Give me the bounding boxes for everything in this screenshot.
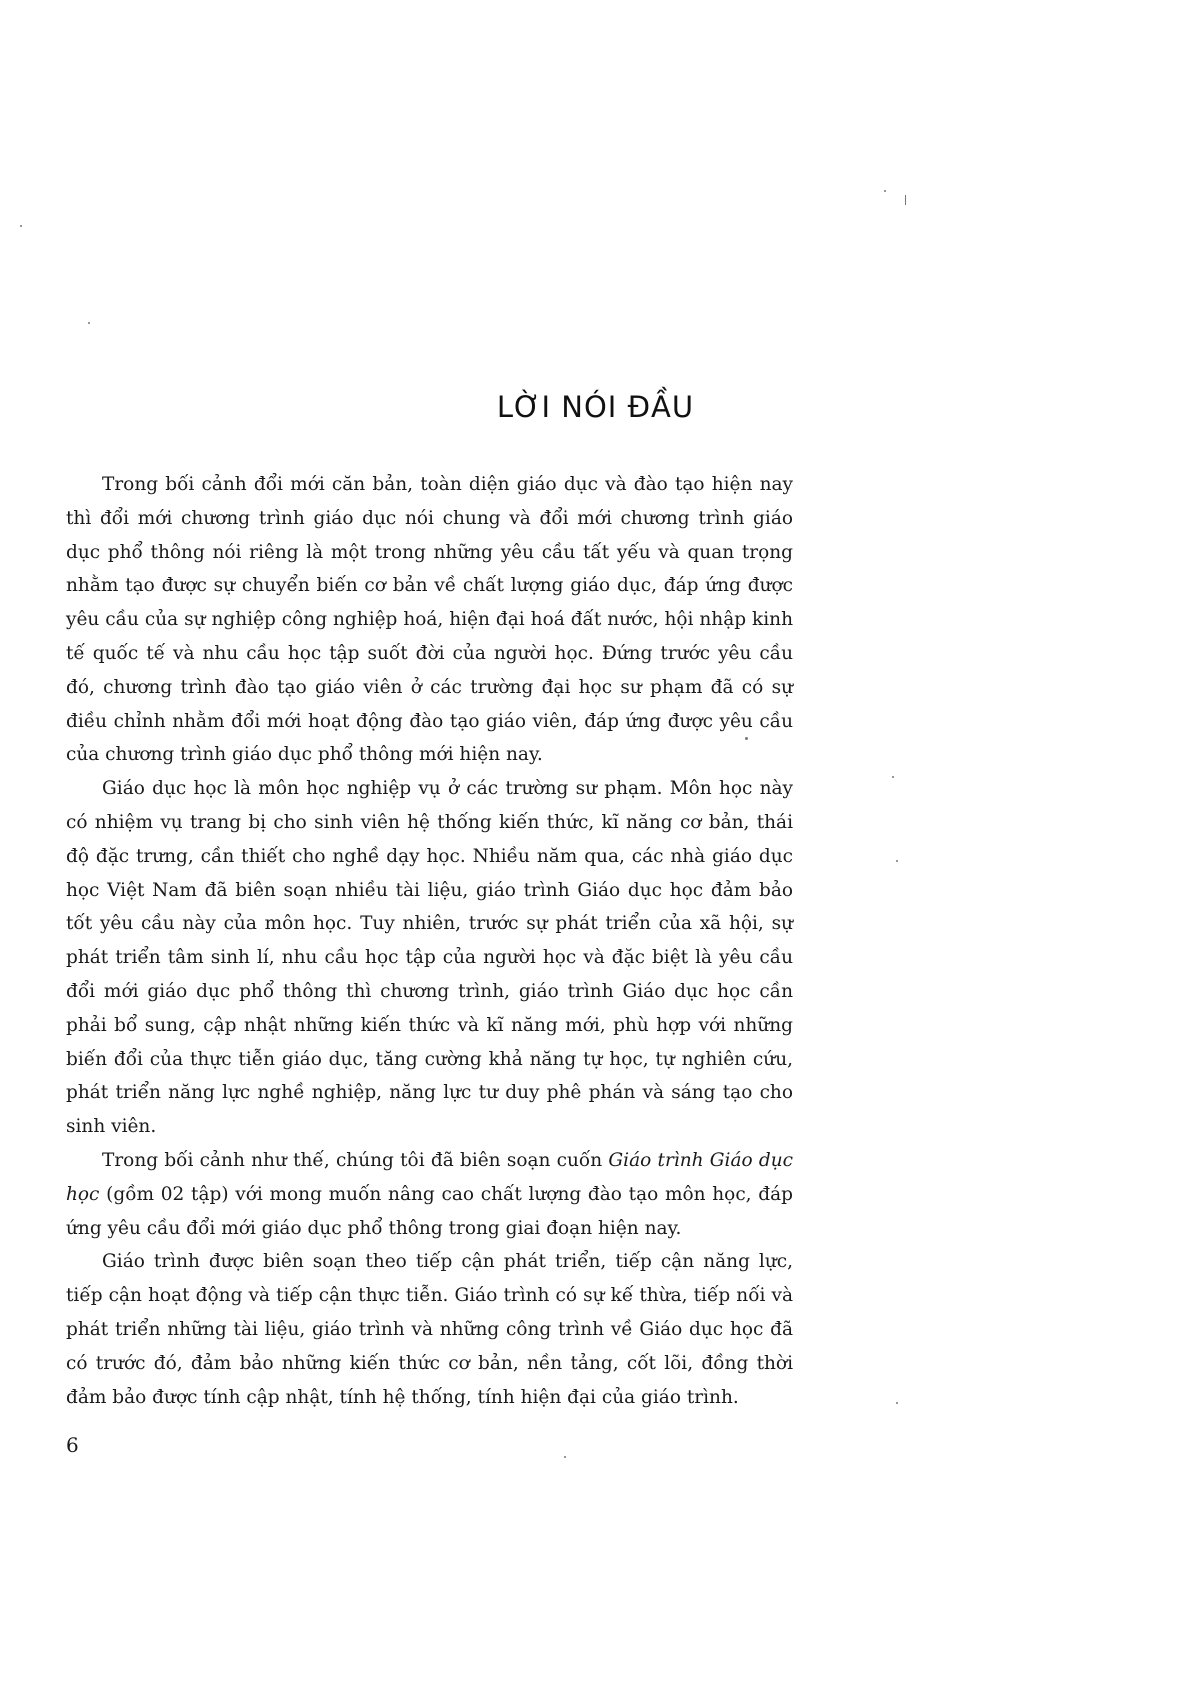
scan-speck: [896, 860, 898, 862]
paragraph-3-lead: Trong bối cảnh như thế, chúng tôi đã biên soạn cuốn: [102, 1149, 609, 1171]
paragraph-2: Giáo dục học là môn học nghiệp vụ ở các trường sư phạm. Môn học này có nhiệm vụ trang bị cho sinh viên hệ thống kiến thức, kĩ năng cơ bản, thái độ đặc trưng, cần thiết cho nghề dạy học. Nhiều năm qua, các nhà giáo dục học Việt Nam đã biên soạn nhiều tài liệu, giáo trình Giáo dục học đảm bảo tốt yêu cầu này của môn học. Tuy nhiên, trước sự phát triển của xã hội, sự phát triển tâm sinh lí, nhu cầu học tập của người học và đặc biệt là yêu cầu đổi mới giáo dục phổ thông thì chương trình, giáo trình Giáo dục học cần phải bổ sung, cập nhật những kiến thức và kĩ năng mới, phù hợp với những biến đổi của thực tiễn giáo dục, tăng cường khả năng tự học, tự nghiên cứu, phát triển năng lực nghề nghiệp, năng lực tư duy phê phán và sáng tạo cho sinh viên.: [66, 778, 793, 1138]
scan-speck: [20, 225, 22, 227]
scan-speck: [884, 190, 886, 192]
paragraph-3-tail: (gồm 02 tập) với mong muốn nâng cao chất lượng đào tạo môn học, đáp ứng yêu cầu đổi mới giáo dục phổ thông trong giai đoạn hiện nay.: [66, 1183, 793, 1239]
scan-speck: [905, 195, 906, 205]
page-number: 6: [66, 1433, 79, 1457]
scan-speck: [88, 322, 90, 324]
preface-body: [66, 468, 793, 1414]
paragraph-1: Trong bối cảnh đổi mới căn bản, toàn diện giáo dục và đào tạo hiện nay thì đổi mới chương trình giáo dục nói chung và đổi mới chương trình giáo dục phổ thông nói riêng là một trong những yêu cầu tất yếu và quan trọng nhằm tạo được sự chuyển biến cơ bản về chất lượng giáo dục, đáp ứng được yêu cầu của sự nghiệp công nghiệp hoá, hiện đại hoá đất nước, hội nhập kinh tế quốc tế và nhu cầu học tập suốt đời của người học. Đứng trước yêu cầu đó, chương trình đào tạo giáo viên ở các trường đại học sư phạm đã có sự điều chỉnh nhằm đổi mới hoạt động đào tạo giáo viên, đáp ứng được yêu cầu của chương trình giáo dục phổ thông mới hiện nay.: [66, 474, 793, 766]
scan-speck: [564, 1456, 566, 1458]
book-title-emphasis: Giáo trình Giáo dục học: [66, 1149, 793, 1205]
paragraph-3: [66, 1144, 793, 1245]
page-title: LỜI NÓI ĐẦU: [496, 390, 695, 424]
paragraph-4: Giáo trình được biên soạn theo tiếp cận phát triển, tiếp cận năng lực, tiếp cận hoạt động và tiếp cận thực tiễn. Giáo trình có sự kế thừa, tiếp nối và phát triển những tài liệu, giáo trình và những công trình về Giáo dục học đã có trước đó, đảm bảo những kiến thức cơ bản, nền tảng, cốt lõi, đồng thời đảm bảo được tính cập nhật, tính hệ thống, tính hiện đại của giáo trình.: [66, 1251, 793, 1408]
scan-speck: [892, 776, 894, 778]
scan-speck: [745, 737, 748, 740]
scan-speck: [896, 1402, 898, 1404]
